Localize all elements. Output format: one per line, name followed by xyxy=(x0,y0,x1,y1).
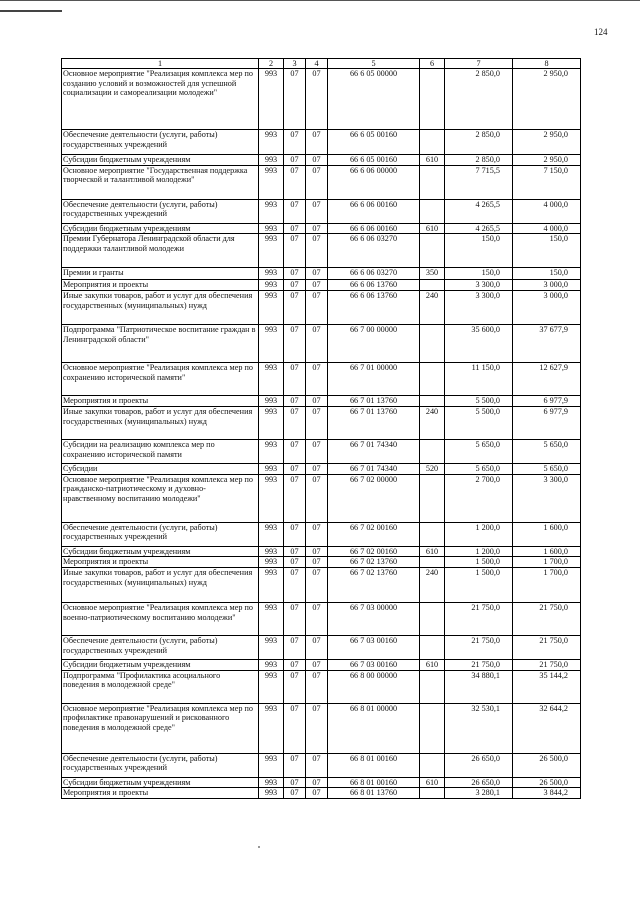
cell-amount-year-1: 21 750,0 xyxy=(445,659,513,670)
cell-subsection: 07 xyxy=(306,439,328,463)
cell-subsection: 07 xyxy=(306,396,328,407)
cell-name: Мероприятия и проекты xyxy=(62,396,259,407)
cell-grbs: 993 xyxy=(259,474,284,522)
cell-amount-year-1: 1 200,0 xyxy=(445,522,513,546)
cell-amount-year-2: 6 977,9 xyxy=(513,396,581,407)
table-row xyxy=(62,396,581,407)
cell-subsection: 07 xyxy=(306,788,328,799)
cell-section: 07 xyxy=(284,670,306,703)
cell-name: Субсидии бюджетным учреждениям xyxy=(62,223,259,234)
cell-name: Субсидии бюджетным учреждениям xyxy=(62,546,259,557)
cell-grbs: 993 xyxy=(259,602,284,635)
cell-expense-type xyxy=(420,280,445,291)
cell-amount-year-1: 1 500,0 xyxy=(445,567,513,602)
cell-amount-year-1: 5 650,0 xyxy=(445,463,513,474)
cell-subsection: 07 xyxy=(306,602,328,635)
cell-section: 07 xyxy=(284,223,306,234)
cell-expense-type xyxy=(420,557,445,568)
cell-target-article: 66 6 06 13760 xyxy=(328,291,420,325)
cell-subsection: 07 xyxy=(306,268,328,280)
cell-amount-year-2: 35 144,2 xyxy=(513,670,581,703)
cell-amount-year-1: 5 500,0 xyxy=(445,396,513,407)
cell-amount-year-2: 3 000,0 xyxy=(513,291,581,325)
cell-section: 07 xyxy=(284,406,306,439)
cell-subsection: 07 xyxy=(306,635,328,659)
cell-section: 07 xyxy=(284,280,306,291)
table-row xyxy=(62,474,581,522)
table-row xyxy=(62,522,581,546)
speck xyxy=(258,846,260,848)
cell-amount-year-1: 1 500,0 xyxy=(445,557,513,568)
cell-amount-year-1: 3 300,0 xyxy=(445,280,513,291)
cell-grbs: 993 xyxy=(259,325,284,363)
cell-target-article: 66 6 06 03270 xyxy=(328,234,420,268)
cell-amount-year-1: 3 280,1 xyxy=(445,788,513,799)
cell-expense-type: 610 xyxy=(420,546,445,557)
cell-expense-type xyxy=(420,670,445,703)
cell-section: 07 xyxy=(284,567,306,602)
cell-name: Основное мероприятие "Реализация комплекса мер по профилактике правонарушений и рискованного поведения в молодежной среде" xyxy=(62,703,259,753)
table-row xyxy=(62,703,581,753)
cell-expense-type xyxy=(420,165,445,199)
cell-target-article: 66 6 06 03270 xyxy=(328,268,420,280)
cell-target-article: 66 6 05 00000 xyxy=(328,69,420,130)
cell-subsection: 07 xyxy=(306,670,328,703)
cell-name: Иные закупки товаров, работ и услуг для обеспечения государственных (муниципальных) нужд xyxy=(62,406,259,439)
cell-name: Субсидии xyxy=(62,463,259,474)
table-row xyxy=(62,557,581,568)
cell-amount-year-1: 4 265,5 xyxy=(445,199,513,223)
cell-expense-type xyxy=(420,199,445,223)
cell-section: 07 xyxy=(284,325,306,363)
cell-amount-year-1: 5 500,0 xyxy=(445,406,513,439)
cell-amount-year-2: 150,0 xyxy=(513,268,581,280)
cell-target-article: 66 7 02 13760 xyxy=(328,557,420,568)
table-row xyxy=(62,670,581,703)
cell-grbs: 993 xyxy=(259,234,284,268)
header-cell: 7 xyxy=(445,59,513,69)
cell-subsection: 07 xyxy=(306,522,328,546)
cell-section: 07 xyxy=(284,396,306,407)
header-cell: 1 xyxy=(62,59,259,69)
cell-grbs: 993 xyxy=(259,69,284,130)
cell-amount-year-2: 4 000,0 xyxy=(513,223,581,234)
cell-amount-year-1: 5 650,0 xyxy=(445,439,513,463)
cell-target-article: 66 7 00 00000 xyxy=(328,325,420,363)
cell-amount-year-2: 1 600,0 xyxy=(513,546,581,557)
cell-amount-year-1: 2 850,0 xyxy=(445,130,513,155)
cell-amount-year-1: 3 300,0 xyxy=(445,291,513,325)
table-row xyxy=(62,165,581,199)
cell-amount-year-2: 21 750,0 xyxy=(513,659,581,670)
cell-section: 07 xyxy=(284,199,306,223)
cell-name: Основное мероприятие "Реализация комплекса мер по сохранению исторической памяти" xyxy=(62,363,259,396)
cell-amount-year-2: 21 750,0 xyxy=(513,602,581,635)
cell-name: Иные закупки товаров, работ и услуг для обеспечения государственных (муниципальных) нужд xyxy=(62,567,259,602)
cell-amount-year-2: 7 150,0 xyxy=(513,165,581,199)
cell-amount-year-2: 21 750,0 xyxy=(513,635,581,659)
cell-grbs: 993 xyxy=(259,788,284,799)
cell-grbs: 993 xyxy=(259,659,284,670)
cell-amount-year-2: 5 650,0 xyxy=(513,463,581,474)
cell-grbs: 993 xyxy=(259,703,284,753)
cell-section: 07 xyxy=(284,546,306,557)
table-row xyxy=(62,546,581,557)
cell-amount-year-2: 150,0 xyxy=(513,234,581,268)
cell-amount-year-1: 34 880,1 xyxy=(445,670,513,703)
cell-target-article: 66 8 01 00000 xyxy=(328,703,420,753)
cell-section: 07 xyxy=(284,165,306,199)
cell-subsection: 07 xyxy=(306,130,328,155)
table-row xyxy=(62,406,581,439)
header-cell: 8 xyxy=(513,59,581,69)
cell-target-article: 66 7 02 00160 xyxy=(328,522,420,546)
cell-name: Основное мероприятие "Реализация комплекса мер по созданию условий и возможностей для успешной социализации и самореализации молодежи" xyxy=(62,69,259,130)
cell-amount-year-2: 12 627,9 xyxy=(513,363,581,396)
cell-name: Субсидии бюджетным учреждениям xyxy=(62,777,259,788)
cell-subsection: 07 xyxy=(306,777,328,788)
cell-amount-year-2: 26 500,0 xyxy=(513,777,581,788)
cell-target-article: 66 7 01 00000 xyxy=(328,363,420,396)
header-cell: 3 xyxy=(284,59,306,69)
cell-amount-year-1: 2 850,0 xyxy=(445,69,513,130)
table-row xyxy=(62,363,581,396)
cell-amount-year-2: 3 300,0 xyxy=(513,474,581,522)
budget-table xyxy=(61,58,581,799)
cell-grbs: 993 xyxy=(259,557,284,568)
cell-section: 07 xyxy=(284,439,306,463)
cell-expense-type xyxy=(420,602,445,635)
cell-subsection: 07 xyxy=(306,546,328,557)
table-row xyxy=(62,659,581,670)
cell-section: 07 xyxy=(284,635,306,659)
cell-subsection: 07 xyxy=(306,463,328,474)
cell-section: 07 xyxy=(284,363,306,396)
cell-grbs: 993 xyxy=(259,223,284,234)
cell-amount-year-2: 1 700,0 xyxy=(513,557,581,568)
table-row xyxy=(62,69,581,130)
cell-target-article: 66 6 06 13760 xyxy=(328,280,420,291)
cell-expense-type xyxy=(420,439,445,463)
cell-amount-year-2: 2 950,0 xyxy=(513,130,581,155)
cell-section: 07 xyxy=(284,777,306,788)
cell-target-article: 66 7 02 00000 xyxy=(328,474,420,522)
cell-grbs: 993 xyxy=(259,291,284,325)
cell-subsection: 07 xyxy=(306,234,328,268)
table-row xyxy=(62,635,581,659)
cell-subsection: 07 xyxy=(306,753,328,777)
table-row xyxy=(62,155,581,166)
cell-amount-year-1: 26 650,0 xyxy=(445,777,513,788)
cell-target-article: 66 7 01 13760 xyxy=(328,406,420,439)
cell-subsection: 07 xyxy=(306,406,328,439)
cell-expense-type xyxy=(420,788,445,799)
cell-name: Субсидии бюджетным учреждениям xyxy=(62,155,259,166)
cell-grbs: 993 xyxy=(259,199,284,223)
cell-target-article: 66 6 06 00000 xyxy=(328,165,420,199)
cell-section: 07 xyxy=(284,234,306,268)
cell-amount-year-2: 3 844,2 xyxy=(513,788,581,799)
cell-expense-type xyxy=(420,753,445,777)
cell-name: Основное мероприятие "Государственная поддержка творческой и талантливой молодежи" xyxy=(62,165,259,199)
cell-expense-type xyxy=(420,396,445,407)
cell-name: Субсидии бюджетным учреждениям xyxy=(62,659,259,670)
cell-name: Обеспечение деятельности (услуги, работы) государственных учреждений xyxy=(62,753,259,777)
cell-target-article: 66 7 03 00000 xyxy=(328,602,420,635)
table-row xyxy=(62,280,581,291)
cell-name: Мероприятия и проекты xyxy=(62,788,259,799)
cell-grbs: 993 xyxy=(259,396,284,407)
cell-expense-type: 520 xyxy=(420,463,445,474)
table-row xyxy=(62,291,581,325)
header-cell: 5 xyxy=(328,59,420,69)
cell-subsection: 07 xyxy=(306,659,328,670)
cell-amount-year-2: 32 644,2 xyxy=(513,703,581,753)
cell-subsection: 07 xyxy=(306,165,328,199)
cell-section: 07 xyxy=(284,602,306,635)
cell-grbs: 993 xyxy=(259,670,284,703)
cell-target-article: 66 7 01 13760 xyxy=(328,396,420,407)
cell-grbs: 993 xyxy=(259,635,284,659)
table-row xyxy=(62,325,581,363)
cell-target-article: 66 8 01 00160 xyxy=(328,753,420,777)
header-cell: 2 xyxy=(259,59,284,69)
cell-amount-year-1: 150,0 xyxy=(445,234,513,268)
table-row xyxy=(62,567,581,602)
table-row xyxy=(62,268,581,280)
cell-target-article: 66 6 06 00160 xyxy=(328,199,420,223)
cell-amount-year-2: 26 500,0 xyxy=(513,753,581,777)
cell-grbs: 993 xyxy=(259,439,284,463)
cell-target-article: 66 6 06 00160 xyxy=(328,223,420,234)
cell-amount-year-1: 26 650,0 xyxy=(445,753,513,777)
cell-amount-year-1: 35 600,0 xyxy=(445,325,513,363)
cell-subsection: 07 xyxy=(306,291,328,325)
cell-subsection: 07 xyxy=(306,474,328,522)
cell-amount-year-1: 4 265,5 xyxy=(445,223,513,234)
cell-subsection: 07 xyxy=(306,199,328,223)
cell-amount-year-2: 37 677,9 xyxy=(513,325,581,363)
cell-expense-type: 240 xyxy=(420,291,445,325)
table-row xyxy=(62,602,581,635)
cell-grbs: 993 xyxy=(259,546,284,557)
cell-amount-year-1: 32 530,1 xyxy=(445,703,513,753)
cell-expense-type xyxy=(420,474,445,522)
cell-expense-type: 610 xyxy=(420,659,445,670)
cell-subsection: 07 xyxy=(306,325,328,363)
cell-amount-year-1: 21 750,0 xyxy=(445,602,513,635)
cell-expense-type xyxy=(420,363,445,396)
cell-grbs: 993 xyxy=(259,753,284,777)
cell-amount-year-2: 2 950,0 xyxy=(513,155,581,166)
cell-grbs: 993 xyxy=(259,130,284,155)
cell-section: 07 xyxy=(284,69,306,130)
cell-section: 07 xyxy=(284,703,306,753)
cell-amount-year-2: 1 700,0 xyxy=(513,567,581,602)
cell-amount-year-1: 150,0 xyxy=(445,268,513,280)
cell-subsection: 07 xyxy=(306,69,328,130)
cell-grbs: 993 xyxy=(259,777,284,788)
table-row xyxy=(62,223,581,234)
cell-grbs: 993 xyxy=(259,268,284,280)
cell-amount-year-2: 1 600,0 xyxy=(513,522,581,546)
header-cell: 4 xyxy=(306,59,328,69)
cell-section: 07 xyxy=(284,659,306,670)
cell-amount-year-1: 2 700,0 xyxy=(445,474,513,522)
table-row xyxy=(62,753,581,777)
cell-expense-type xyxy=(420,703,445,753)
cell-amount-year-1: 2 850,0 xyxy=(445,155,513,166)
cell-expense-type xyxy=(420,325,445,363)
cell-name: Обеспечение деятельности (услуги, работы) государственных учреждений xyxy=(62,130,259,155)
cell-name: Премии Губернатора Ленинградской области для поддержки талантливой молодежи xyxy=(62,234,259,268)
cell-section: 07 xyxy=(284,474,306,522)
cell-target-article: 66 8 00 00000 xyxy=(328,670,420,703)
table-row xyxy=(62,130,581,155)
cell-name: Основное мероприятие "Реализация комплекса мер по гражданско-патриотическому и духовно-нравственному воспитанию молодежи" xyxy=(62,474,259,522)
scan-mark xyxy=(0,10,62,12)
cell-amount-year-2: 6 977,9 xyxy=(513,406,581,439)
cell-expense-type xyxy=(420,130,445,155)
cell-target-article: 66 7 01 74340 xyxy=(328,439,420,463)
cell-target-article: 66 7 02 00160 xyxy=(328,546,420,557)
table-row xyxy=(62,439,581,463)
cell-grbs: 993 xyxy=(259,155,284,166)
cell-amount-year-1: 7 715,5 xyxy=(445,165,513,199)
cell-target-article: 66 6 05 00160 xyxy=(328,130,420,155)
table-row xyxy=(62,234,581,268)
cell-name: Иные закупки товаров, работ и услуг для обеспечения государственных (муниципальных) нужд xyxy=(62,291,259,325)
cell-amount-year-2: 3 000,0 xyxy=(513,280,581,291)
cell-subsection: 07 xyxy=(306,363,328,396)
cell-expense-type xyxy=(420,234,445,268)
table-row xyxy=(62,463,581,474)
cell-section: 07 xyxy=(284,522,306,546)
cell-amount-year-1: 1 200,0 xyxy=(445,546,513,557)
cell-expense-type: 610 xyxy=(420,155,445,166)
cell-grbs: 993 xyxy=(259,165,284,199)
cell-section: 07 xyxy=(284,753,306,777)
cell-target-article: 66 7 03 00160 xyxy=(328,635,420,659)
cell-section: 07 xyxy=(284,557,306,568)
cell-amount-year-1: 11 150,0 xyxy=(445,363,513,396)
cell-section: 07 xyxy=(284,463,306,474)
cell-section: 07 xyxy=(284,268,306,280)
cell-expense-type xyxy=(420,522,445,546)
cell-name: Подпрограмма "Профилактика асоциального поведения в молодежной среде" xyxy=(62,670,259,703)
cell-subsection: 07 xyxy=(306,223,328,234)
cell-grbs: 993 xyxy=(259,406,284,439)
cell-amount-year-1: 21 750,0 xyxy=(445,635,513,659)
cell-expense-type: 610 xyxy=(420,223,445,234)
cell-target-article: 66 6 05 00160 xyxy=(328,155,420,166)
cell-expense-type: 240 xyxy=(420,406,445,439)
cell-section: 07 xyxy=(284,291,306,325)
page-number: 124 xyxy=(594,27,608,37)
cell-subsection: 07 xyxy=(306,155,328,166)
cell-amount-year-2: 2 950,0 xyxy=(513,69,581,130)
cell-name: Премии и гранты xyxy=(62,268,259,280)
scan-top-edge xyxy=(0,0,640,1)
cell-amount-year-2: 4 000,0 xyxy=(513,199,581,223)
cell-subsection: 07 xyxy=(306,280,328,291)
cell-grbs: 993 xyxy=(259,463,284,474)
cell-subsection: 07 xyxy=(306,703,328,753)
cell-target-article: 66 7 03 00160 xyxy=(328,659,420,670)
cell-section: 07 xyxy=(284,788,306,799)
cell-grbs: 993 xyxy=(259,567,284,602)
cell-expense-type: 240 xyxy=(420,567,445,602)
cell-subsection: 07 xyxy=(306,567,328,602)
cell-amount-year-2: 5 650,0 xyxy=(513,439,581,463)
cell-name: Подпрограмма "Патриотическое воспитание граждан в Ленинградской области" xyxy=(62,325,259,363)
cell-expense-type xyxy=(420,635,445,659)
cell-name: Субсидии на реализацию комплекса мер по сохранению исторической памяти xyxy=(62,439,259,463)
cell-expense-type xyxy=(420,69,445,130)
cell-section: 07 xyxy=(284,155,306,166)
header-cell: 6 xyxy=(420,59,445,69)
cell-target-article: 66 7 02 13760 xyxy=(328,567,420,602)
cell-name: Обеспечение деятельности (услуги, работы) государственных учреждений xyxy=(62,522,259,546)
header-row xyxy=(62,59,581,69)
cell-expense-type: 610 xyxy=(420,777,445,788)
table-row xyxy=(62,777,581,788)
cell-grbs: 993 xyxy=(259,280,284,291)
cell-name: Мероприятия и проекты xyxy=(62,280,259,291)
cell-target-article: 66 7 01 74340 xyxy=(328,463,420,474)
cell-name: Мероприятия и проекты xyxy=(62,557,259,568)
cell-subsection: 07 xyxy=(306,557,328,568)
table-row xyxy=(62,788,581,799)
cell-section: 07 xyxy=(284,130,306,155)
cell-target-article: 66 8 01 00160 xyxy=(328,777,420,788)
cell-name: Обеспечение деятельности (услуги, работы) государственных учреждений xyxy=(62,199,259,223)
cell-name: Основное мероприятие "Реализация комплекса мер по военно-патриотическому воспитанию молодежи" xyxy=(62,602,259,635)
cell-target-article: 66 8 01 13760 xyxy=(328,788,420,799)
cell-name: Обеспечение деятельности (услуги, работы) государственных учреждений xyxy=(62,635,259,659)
cell-grbs: 993 xyxy=(259,522,284,546)
table-row xyxy=(62,199,581,223)
cell-expense-type: 350 xyxy=(420,268,445,280)
cell-grbs: 993 xyxy=(259,363,284,396)
